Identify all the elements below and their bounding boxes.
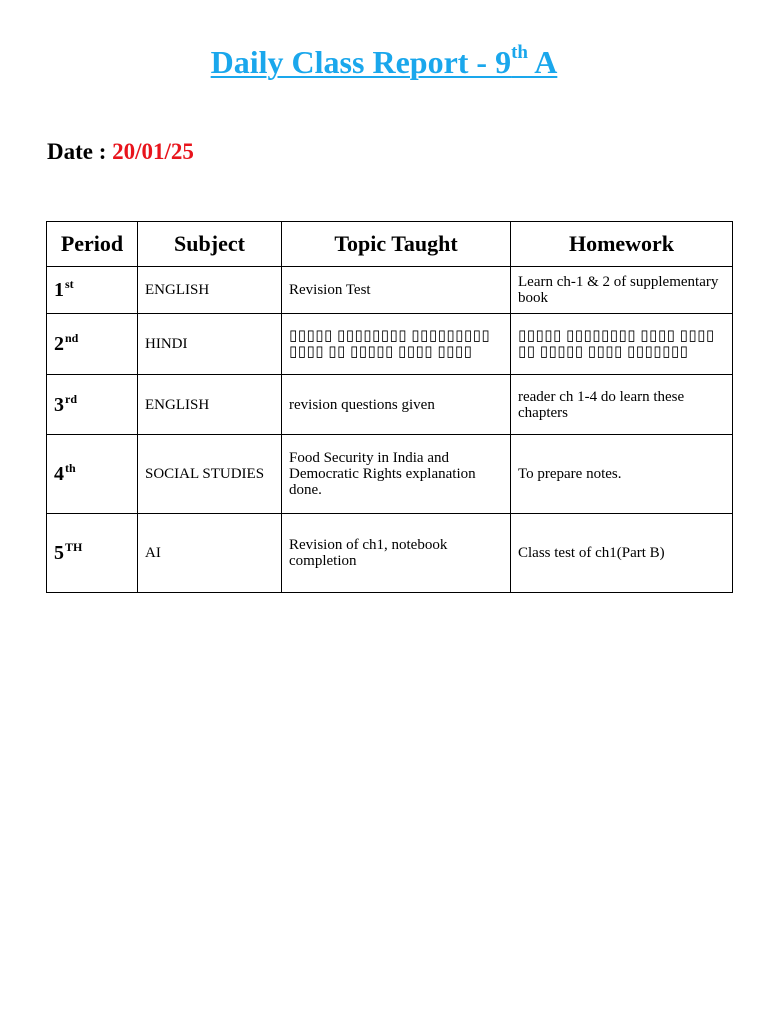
topic-cell: Food Security in India and Democratic Rights explanation done. xyxy=(282,435,511,514)
subject-cell: ENGLISH xyxy=(138,267,282,314)
period-cell xyxy=(47,267,138,314)
subject-cell: SOCIAL STUDIES xyxy=(138,435,282,514)
period-suffix: nd xyxy=(65,331,79,345)
header-period: Period xyxy=(47,222,138,267)
period-number: 4 xyxy=(54,463,64,485)
period-number: 1 xyxy=(54,279,64,301)
table-row xyxy=(47,514,733,593)
report-title xyxy=(0,40,768,84)
subject-cell: AI xyxy=(138,514,282,593)
table-row xyxy=(47,375,733,435)
period-number: 2 xyxy=(54,333,64,355)
period-suffix: TH xyxy=(65,540,83,554)
period-cell xyxy=(47,375,138,435)
homework-cell: Learn ch-1 & 2 of supplementary book xyxy=(511,267,733,314)
date-label: Date : xyxy=(47,139,113,164)
subject-cell: ENGLISH xyxy=(138,375,282,435)
homework-cell: reader ch 1-4 do learn these chapters xyxy=(511,375,733,435)
header-subject: Subject xyxy=(138,222,282,267)
report-title-prefix: Daily Class Report - 9 xyxy=(210,44,512,80)
table-row xyxy=(47,314,733,375)
date-value: 20/01/25 xyxy=(112,139,194,164)
homework-cell: Class test of ch1(Part B) xyxy=(511,514,733,593)
header-homework: Homework xyxy=(511,222,733,267)
topic-cell: Revision Test xyxy=(282,267,511,314)
report-title-superscript: th xyxy=(511,42,528,63)
table-row xyxy=(47,435,733,514)
subject-cell: HINDI xyxy=(138,314,282,375)
homework-cell: To prepare notes. xyxy=(511,435,733,514)
header-topic-taught: Topic Taught xyxy=(282,222,511,267)
table-row xyxy=(47,267,733,314)
homework-cell: ▯▯▯▯▯ ▯▯▯▯▯▯▯▯ ▯▯▯▯ ▯▯▯▯ ▯▯ ▯▯▯▯▯ ▯▯▯▯ ▯▯▯▯▯▯▯ xyxy=(511,314,733,375)
class-report-table xyxy=(46,221,733,593)
report-title-text xyxy=(211,44,558,80)
period-suffix: th xyxy=(65,461,76,475)
topic-cell: ▯▯▯▯▯ ▯▯▯▯▯▯▯▯ ▯▯▯▯▯▯▯▯▯ ▯▯▯▯ ▯▯ ▯▯▯▯▯ ▯▯▯▯ ▯▯▯▯ xyxy=(282,314,511,375)
table-header-row xyxy=(47,222,733,267)
date-line xyxy=(47,136,194,168)
period-cell xyxy=(47,314,138,375)
topic-cell: revision questions given xyxy=(282,375,511,435)
report-title-suffix: A xyxy=(527,44,558,80)
topic-cell: Revision of ch1, notebook completion xyxy=(282,514,511,593)
period-number: 3 xyxy=(54,393,64,416)
period-suffix: rd xyxy=(65,391,77,406)
period-suffix: st xyxy=(65,277,74,291)
period-cell xyxy=(47,514,138,593)
period-cell xyxy=(47,435,138,514)
period-number: 5 xyxy=(54,542,64,564)
